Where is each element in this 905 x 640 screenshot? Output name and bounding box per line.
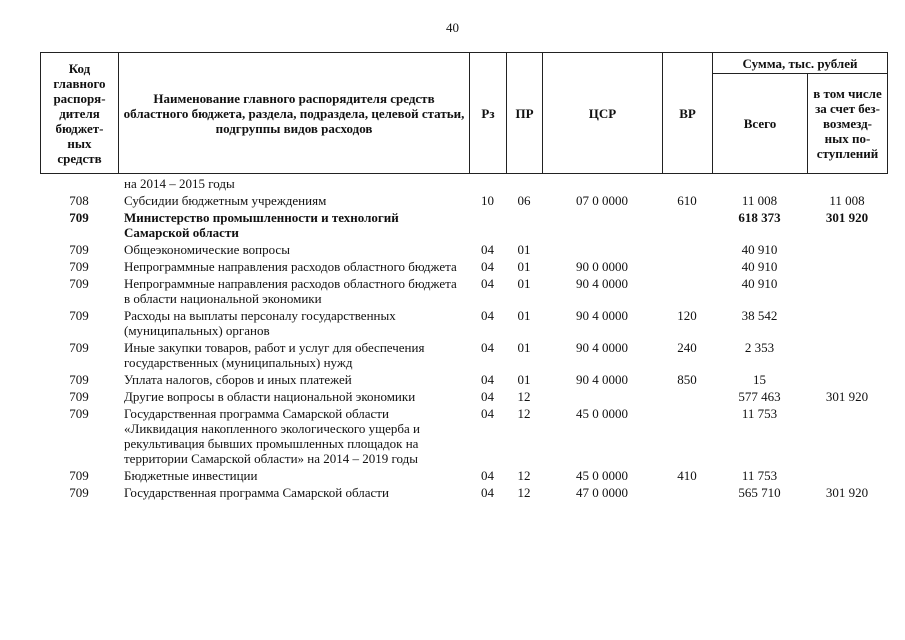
header-free: в том числе за счет без-возмезд-ных по-ступлений <box>808 74 888 174</box>
row-vr: 240 <box>677 340 697 355</box>
row-pr: 01 <box>517 308 531 323</box>
row-code: 709 <box>69 242 89 257</box>
row-free: 301 920 <box>825 210 869 225</box>
table-header <box>40 52 888 174</box>
row-code: 709 <box>69 340 89 355</box>
table-row <box>40 276 887 308</box>
row-csr: 90 4 0000 <box>576 372 628 387</box>
row-code <box>40 176 118 193</box>
header-code: Код главного распоря-дителя бюджет-ных средств <box>41 53 119 174</box>
table-row <box>40 468 887 485</box>
header-total: Всего <box>713 74 808 174</box>
row-vr <box>662 176 712 193</box>
row-total: 11 008 <box>741 193 778 208</box>
row-total: 618 373 <box>738 210 781 225</box>
row-free <box>807 276 887 308</box>
table-row <box>40 372 887 389</box>
header-pr: ПР <box>507 53 543 174</box>
row-pr: 01 <box>517 340 531 355</box>
row-total <box>712 176 807 193</box>
row-rz: 04 <box>481 485 494 500</box>
row-free <box>807 242 887 259</box>
row-rz: 04 <box>481 276 494 291</box>
row-csr <box>542 242 662 259</box>
row-name: на 2014 – 2015 годы <box>124 176 235 191</box>
row-vr <box>662 259 712 276</box>
page-number: 40 <box>446 20 459 35</box>
row-total: 15 <box>753 372 766 387</box>
row-total: 565 710 <box>738 485 781 500</box>
row-code: 709 <box>69 468 89 483</box>
row-code: 708 <box>69 193 89 208</box>
header-vr: ВР <box>663 53 713 174</box>
row-name: Расходы на выплаты персоналу государственных (муниципальных) органов <box>124 308 396 338</box>
row-vr: 850 <box>677 372 697 387</box>
row-code: 709 <box>69 259 89 274</box>
row-total: 40 910 <box>741 259 778 274</box>
header-csr: ЦСР <box>543 53 663 174</box>
row-total: 40 910 <box>741 242 778 257</box>
row-rz: 04 <box>481 389 494 404</box>
row-free <box>807 468 887 485</box>
row-name: Государственная программа Самарской области <box>124 485 389 500</box>
row-free <box>807 372 887 389</box>
row-rz: 04 <box>481 259 494 274</box>
row-total: 38 542 <box>741 308 778 323</box>
row-vr <box>662 242 712 259</box>
row-name: Министерство промышленности и технологий Самарской области <box>124 210 399 240</box>
row-rz: 04 <box>481 406 494 421</box>
table-row <box>40 389 887 406</box>
row-pr: 01 <box>517 276 531 291</box>
row-name: Государственная программа Самарской области «Ликвидация накопленного экологического ущерба и рекультивация бывших промышленных площадок на территории Самарской области» на 2014 – 2019 годы <box>124 406 421 466</box>
row-code: 709 <box>69 485 89 500</box>
row-pr: 12 <box>517 468 531 483</box>
row-csr: 90 4 0000 <box>576 276 628 291</box>
row-vr: 410 <box>677 468 697 483</box>
row-rz <box>469 176 506 193</box>
row-csr: 90 0 0000 <box>576 259 628 274</box>
row-name: Непрограммные направления расходов областного бюджета в области национальной экономики <box>124 276 457 306</box>
row-code: 709 <box>69 308 89 323</box>
row-free <box>807 340 887 372</box>
row-total: 40 910 <box>741 276 778 291</box>
table-row <box>40 176 887 193</box>
row-pr <box>506 176 542 193</box>
row-total: 11 753 <box>741 468 778 483</box>
header-sum: Сумма, тыс. рублей <box>713 53 888 74</box>
row-vr <box>662 210 712 242</box>
row-free: 301 920 <box>825 389 869 404</box>
row-rz: 04 <box>481 340 494 355</box>
row-total: 577 463 <box>738 389 781 404</box>
row-name: Субсидии бюджетным учреждениям <box>124 193 327 208</box>
row-free <box>807 406 887 468</box>
row-free <box>807 176 887 193</box>
row-total: 11 753 <box>741 406 778 421</box>
row-vr: 120 <box>677 308 697 323</box>
table-row <box>40 485 887 502</box>
row-vr <box>662 406 712 468</box>
row-free: 11 008 <box>829 193 865 208</box>
row-csr: 07 0 0000 <box>576 193 628 208</box>
row-free <box>807 259 887 276</box>
row-vr <box>662 389 712 406</box>
row-rz <box>469 210 506 242</box>
row-total: 2 353 <box>744 340 775 355</box>
budget-table <box>40 176 887 502</box>
row-csr: 45 0 0000 <box>576 468 628 483</box>
row-vr <box>662 485 712 502</box>
table-row <box>40 406 887 468</box>
row-pr: 01 <box>517 372 531 387</box>
row-rz: 04 <box>481 468 494 483</box>
row-csr: 47 0 0000 <box>576 485 628 500</box>
table-row <box>40 242 887 259</box>
row-csr <box>542 389 662 406</box>
row-name: Общеэкономические вопросы <box>124 242 290 257</box>
row-name: Другие вопросы в области национальной экономики <box>124 389 416 404</box>
row-rz: 04 <box>481 372 494 387</box>
row-code: 709 <box>69 406 89 421</box>
row-pr: 01 <box>517 242 531 257</box>
header-name: Наименование главного распорядителя средств областного бюджета, раздела, подраздела, целевой статьи, подгруппы видов расходов <box>119 53 470 174</box>
row-code: 709 <box>69 276 89 291</box>
row-free <box>807 308 887 340</box>
row-pr: 12 <box>517 485 531 500</box>
row-pr: 01 <box>517 259 531 274</box>
row-csr <box>542 176 662 193</box>
table-row <box>40 259 887 276</box>
row-vr <box>662 276 712 308</box>
row-name: Непрограммные направления расходов областного бюджета <box>124 259 457 274</box>
row-free: 301 920 <box>825 485 869 500</box>
row-pr: 12 <box>517 389 531 404</box>
row-csr <box>542 210 662 242</box>
table-row <box>40 193 887 210</box>
row-code: 709 <box>69 210 89 225</box>
row-pr: 06 <box>517 193 531 208</box>
table-row <box>40 308 887 340</box>
header-rz: Рз <box>470 53 507 174</box>
row-pr <box>506 210 542 242</box>
row-vr: 610 <box>677 193 697 208</box>
row-code: 709 <box>69 372 89 387</box>
table-row <box>40 210 887 242</box>
row-code: 709 <box>69 389 89 404</box>
table-row <box>40 340 887 372</box>
row-csr: 45 0 0000 <box>576 406 628 421</box>
row-csr: 90 4 0000 <box>576 340 628 355</box>
row-rz: 10 <box>481 193 494 208</box>
row-rz: 04 <box>481 242 494 257</box>
row-name: Иные закупки товаров, работ и услуг для обеспечения государственных (муниципальных) нужд <box>124 340 425 370</box>
row-csr: 90 4 0000 <box>576 308 628 323</box>
row-name: Уплата налогов, сборов и иных платежей <box>124 372 352 387</box>
row-rz: 04 <box>481 308 494 323</box>
row-name: Бюджетные инвестиции <box>124 468 258 483</box>
row-pr: 12 <box>517 406 531 421</box>
